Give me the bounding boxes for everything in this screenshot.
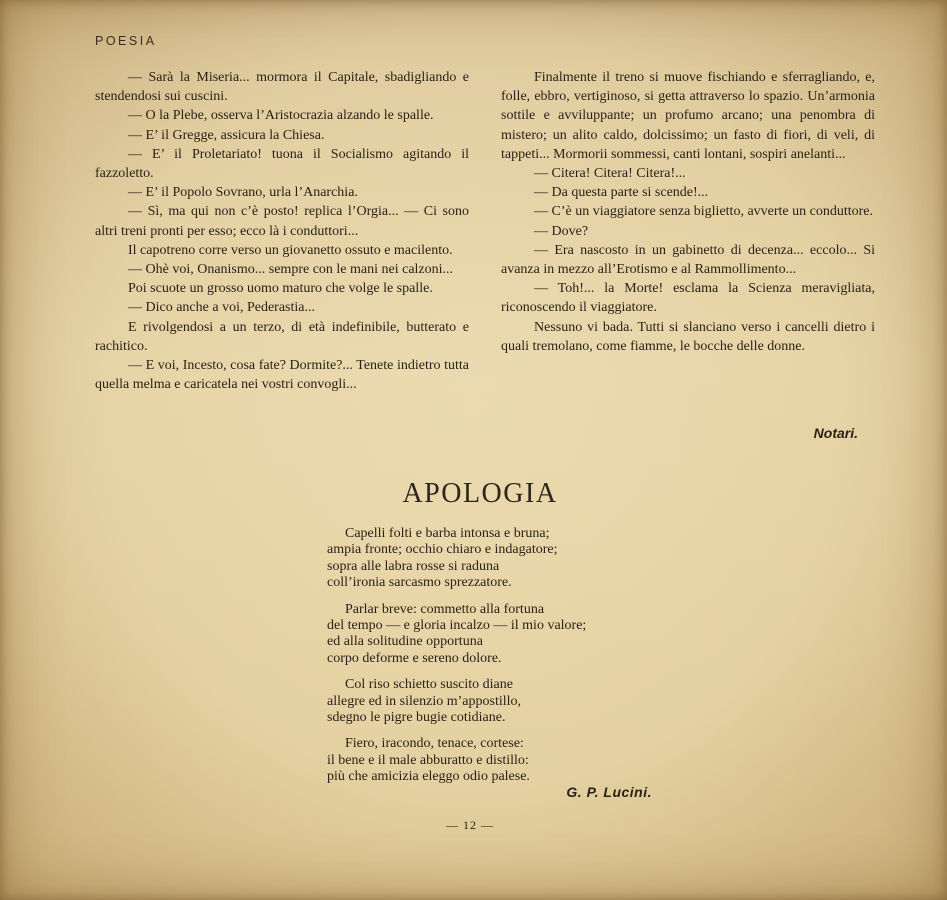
poem-line: ed alla solitudine opportuna bbox=[327, 634, 483, 650]
paragraph: — Toh!... la Morte! esclama la Scienza meravigliata, riconoscendo il viaggiatore. bbox=[501, 281, 875, 316]
poem-line: Col riso schietto suscito diane bbox=[345, 677, 513, 693]
paragraph: Nessuno vi bada. Tutti si slanciano verso i cancelli dietro i quali tremolano, come fiamme, le bocche delle donne. bbox=[501, 319, 875, 354]
poem-title: APOLOGIA bbox=[402, 478, 558, 509]
paragraph: Poi scuote un grosso uomo maturo che volge le spalle. bbox=[128, 281, 433, 297]
paragraph: — Citera! Citera! Citera!... bbox=[534, 166, 686, 182]
paragraph: — O la Plebe, osserva l’Aristocrazia alzando le spalle. bbox=[128, 108, 434, 124]
poem-line: più che amicizia eleggo odio palese. bbox=[327, 769, 530, 785]
poem-line: ampia fronte; occhio chiaro e indagatore; bbox=[327, 542, 558, 558]
paragraph: — E’ il Popolo Sovrano, urla l’Anarchia. bbox=[128, 185, 358, 201]
poem-line: corpo deforme e sereno dolore. bbox=[327, 650, 502, 666]
paragraph: E rivolgendosi a un terzo, di età indefinibile, butterato e rachitico. bbox=[95, 319, 469, 354]
poem-line: allegre ed in silenzio m’appostillo, bbox=[327, 693, 522, 709]
poem-line: il bene e il male abburatto e distillo: bbox=[327, 752, 529, 768]
right-text-column bbox=[501, 68, 875, 356]
poem-body bbox=[327, 526, 667, 796]
running-header: POESIA bbox=[95, 34, 157, 48]
paragraph: — Dico anche a voi, Pederastia... bbox=[128, 300, 315, 316]
poem-line: sdegno le pigre bugie cotidiane. bbox=[327, 710, 506, 726]
poem-line: sopra alle labra rosse si raduna bbox=[327, 558, 500, 574]
author-signature-lucini: G. P. Lucini. bbox=[566, 784, 652, 800]
paragraph: — Sarà la Miseria... mormora il Capitale, sbadigliando e stendendosi sui cuscini. bbox=[95, 70, 469, 105]
left-text-column bbox=[95, 68, 469, 394]
paragraph: — Ohè voi, Onanismo... sempre con le mani nei calzoni... bbox=[128, 262, 454, 278]
paragraph: — E’ il Gregge, assicura la Chiesa. bbox=[128, 127, 325, 143]
paragraph: Il capotreno corre verso un giovanetto ossuto e macilento. bbox=[128, 242, 453, 258]
poem-stanza bbox=[327, 526, 667, 592]
paragraph: Finalmente il treno si muove fischiando e sferragliando, e, folle, ebbro, vertiginoso, si getta attraverso lo spazio. Un’armonia sottile e avviluppante; un profumo arcano; una penombra di mistero; un alito caldo, dolcissimo; un fasto di fiori, di veli, di tappeti... Mormorii sommessi, canti lontani, sospiri anelanti... bbox=[501, 70, 875, 162]
poem-line: coll’ironia sarcasmo sprezzatore. bbox=[327, 575, 512, 591]
author-signature-notari: Notari. bbox=[813, 425, 858, 441]
paragraph: — Sì, ma qui non c’è posto! replica l’Orgia... — Ci sono altri treni pronti per esso; ecco là i conduttori... bbox=[95, 204, 469, 239]
poem-line: del tempo — e gloria incalzo — il mio valore; bbox=[327, 618, 587, 634]
paragraph: — E’ il Proletariato! tuona il Socialismo agitando il fazzoletto. bbox=[95, 146, 469, 182]
paragraph: — Dove? bbox=[534, 223, 589, 239]
paragraph: — Da questa parte si scende!... bbox=[534, 185, 709, 201]
paragraph: — Era nascosto in un gabinetto di decenza... eccolo... Si avanza in mezzo all’Erotismo e al Rammollimento... bbox=[501, 242, 875, 278]
poem-stanza bbox=[327, 602, 667, 668]
poem-line: Fiero, iracondo, tenace, cortese: bbox=[345, 736, 524, 752]
page-number: — 12 — bbox=[446, 818, 494, 832]
poem-line: Parlar breve: commetto alla fortuna bbox=[345, 601, 545, 617]
poem-stanza bbox=[327, 677, 667, 726]
poem-line: Capelli folti e barba intonsa e bruna; bbox=[345, 526, 550, 541]
poem-stanza bbox=[327, 736, 667, 785]
paragraph: — C’è un viaggiatore senza biglietto, avverte un conduttore. bbox=[534, 204, 874, 220]
paragraph: — E voi, Incesto, cosa fate? Dormite?... Tenete indietro tutta quella melma e caricatela nei vostri convogli... bbox=[95, 358, 469, 393]
